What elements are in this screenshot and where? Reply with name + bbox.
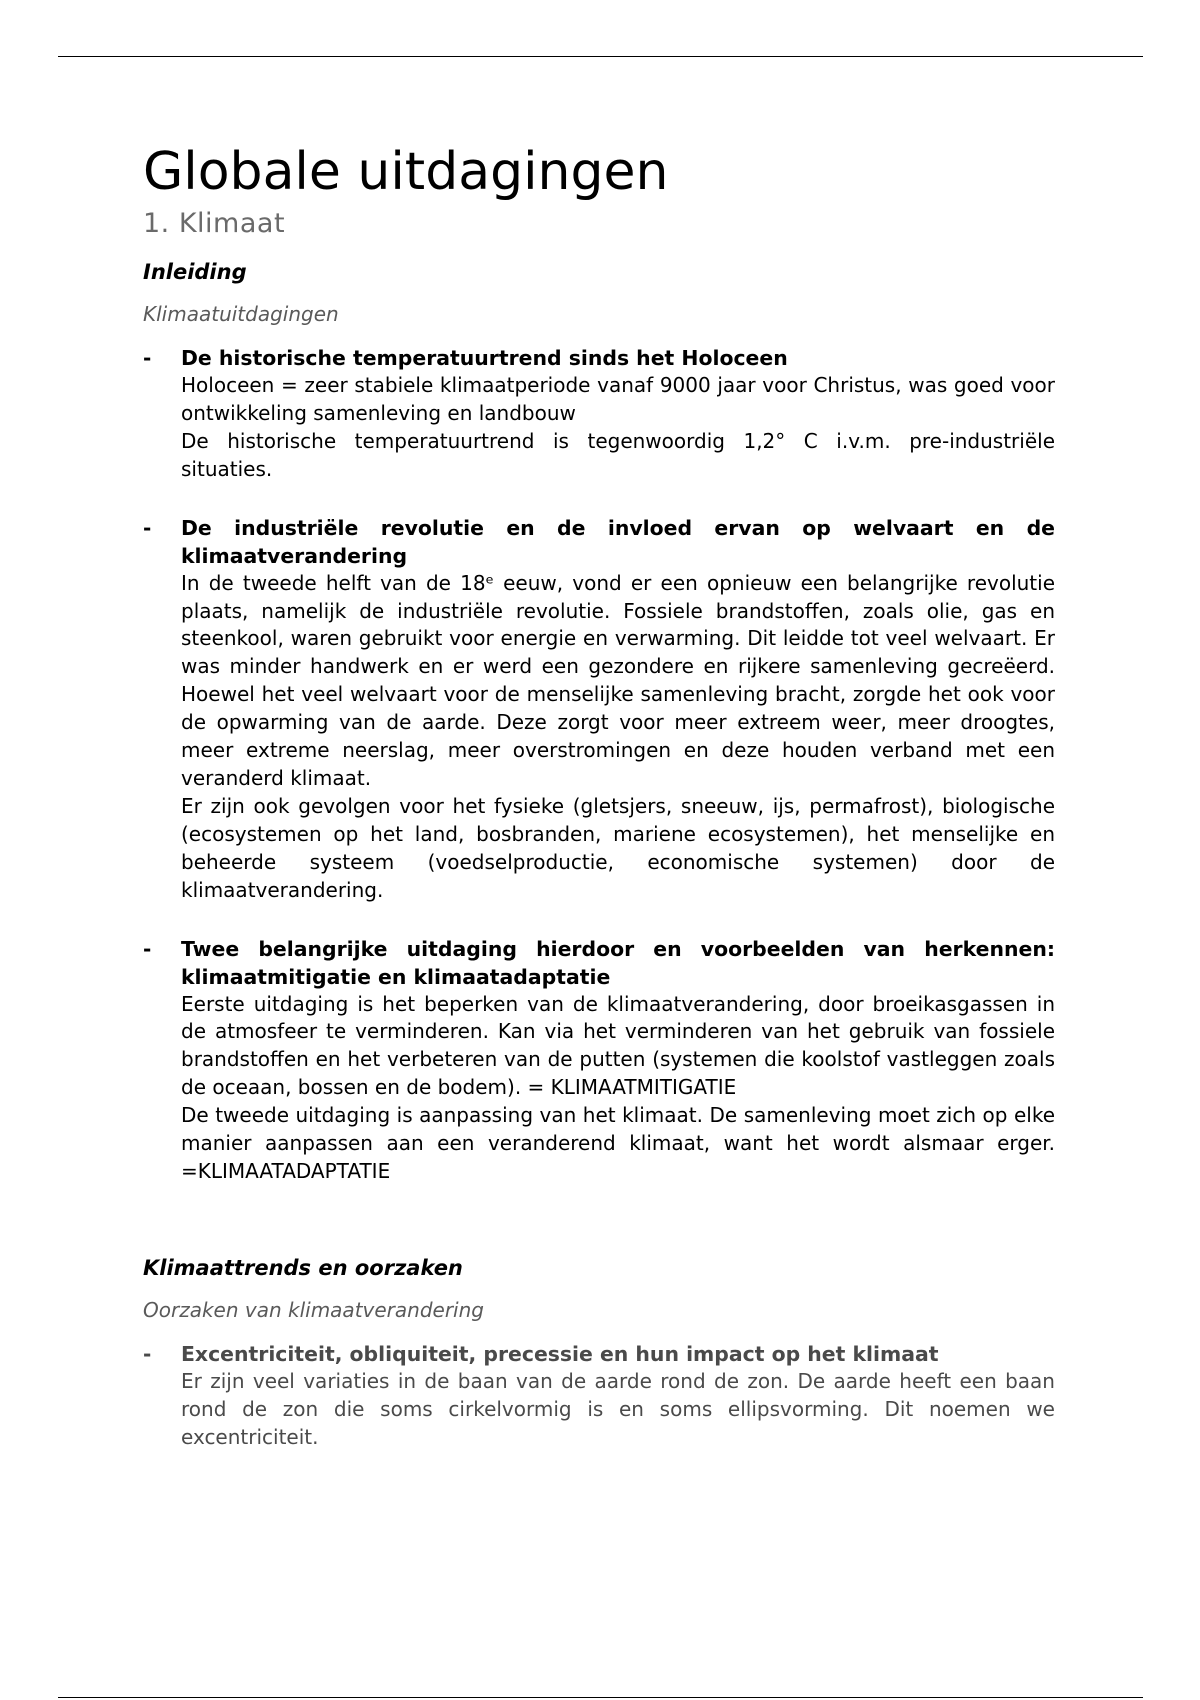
bullet-paragraph: Eerste uitdaging is het beperken van de klimaatverandering, door broeikasgassen in de atmosfeer te verminderen. Kan via het verminderen van het gebruik van fossiele brandstoffen en het verbeteren van de putten (systemen die koolstof vastleggen zoals de oceaan, bossen en de bodem). = KLIMAATMITIGATIE	[181, 991, 1055, 1100]
bottom-rule	[58, 1697, 1143, 1698]
bullet-paragraph: Er zijn veel variaties in de baan van de aarde rond de zon. De aarde heeft een baan rond de zon die soms cirkelvormig is en soms ellipsvorming. Dit noemen we excentriciteit.	[181, 1368, 1055, 1449]
section-spacer	[143, 1186, 1055, 1238]
bullet-title: De historische temperatuurtrend sinds het Holoceen	[181, 346, 788, 370]
bullet-dash: -	[143, 515, 152, 540]
bullet-dash: -	[143, 936, 152, 961]
bullet-item	[143, 935, 1055, 1186]
section-heading-inleiding: Inleiding	[143, 260, 247, 284]
bullet-title: Excentriciteit, obliquiteit, precessie en hun impact op het klimaat	[181, 1341, 939, 1366]
document-body	[143, 140, 1055, 1452]
bullet-item	[143, 344, 1055, 484]
bullet-title: De industriële revolutie en de invloed ervan op welvaart en de klimaatverandering	[181, 515, 1055, 568]
top-rule	[58, 56, 1143, 57]
chapter-heading: 1. Klimaat	[143, 208, 286, 239]
bullet-dash: -	[143, 346, 152, 370]
bullet-paragraph: Holoceen = zeer stabiele klimaatperiode vanaf 9000 jaar voor Christus, was goed voor ontwikkeling samenleving en landbouw	[181, 373, 1055, 425]
bullet-paragraph: In de tweede helft van de 18ᵉ eeuw, vond er een opnieuw een belangrijke revolutie plaats, namelijk de industriële revolutie. Fossiele brandstoffen, zoals olie, gas en steenkool, waren gebruikt voor energie en verwarming. Dit leidde tot veel welvaart. Er was minder handwerk en er werd een gezondere en rijkere samenleving gecreëerd. Hoewel het veel welvaart voor de menselijke samenleving bracht, zorgde het ook voor de opwarming van de aarde. Deze zorgt voor meer extreem weer, meer droogtes, meer extreme neerslag, meer overstromingen en deze houden verband met een veranderd klimaat.	[181, 570, 1055, 790]
bullet-item	[143, 1340, 1055, 1452]
bullet-title: Twee belangrijke uitdaging hierdoor en voorbeelden van herkennen: klimaatmitigatie en klimaatadaptatie	[181, 936, 1055, 989]
bullet-dash: -	[143, 1341, 152, 1366]
bullet-item	[143, 514, 1055, 905]
bullet-paragraph: De tweede uitdaging is aanpassing van het klimaat. De samenleving moet zich op elke manier aanpassen aan een veranderend klimaat, want het wordt alsmaar erger. =KLIMAATADAPTATIE	[181, 1103, 1055, 1183]
section-heading-klimaattrends: Klimaattrends en oorzaken	[143, 1255, 463, 1280]
subsection-heading-oorzaken: Oorzaken van klimaatverandering	[143, 1297, 484, 1322]
bullet-paragraph: Er zijn ook gevolgen voor het fysieke (gletsjers, sneeuw, ijs, permafrost), biologische (ecosystemen op het land, bosbranden, mariene ecosystemen), het menselijke en beheerde systeem (voedselproductie, economische systemen) door de klimaatverandering.	[181, 793, 1055, 902]
document-title: Globale uitdagingen	[143, 142, 669, 202]
subsection-heading-klimaatuitdagingen: Klimaatuitdagingen	[143, 302, 339, 326]
bullet-paragraph: De historische temperatuurtrend is tegenwoordig 1,2° C i.v.m. pre-industriële situaties.	[181, 428, 1055, 481]
